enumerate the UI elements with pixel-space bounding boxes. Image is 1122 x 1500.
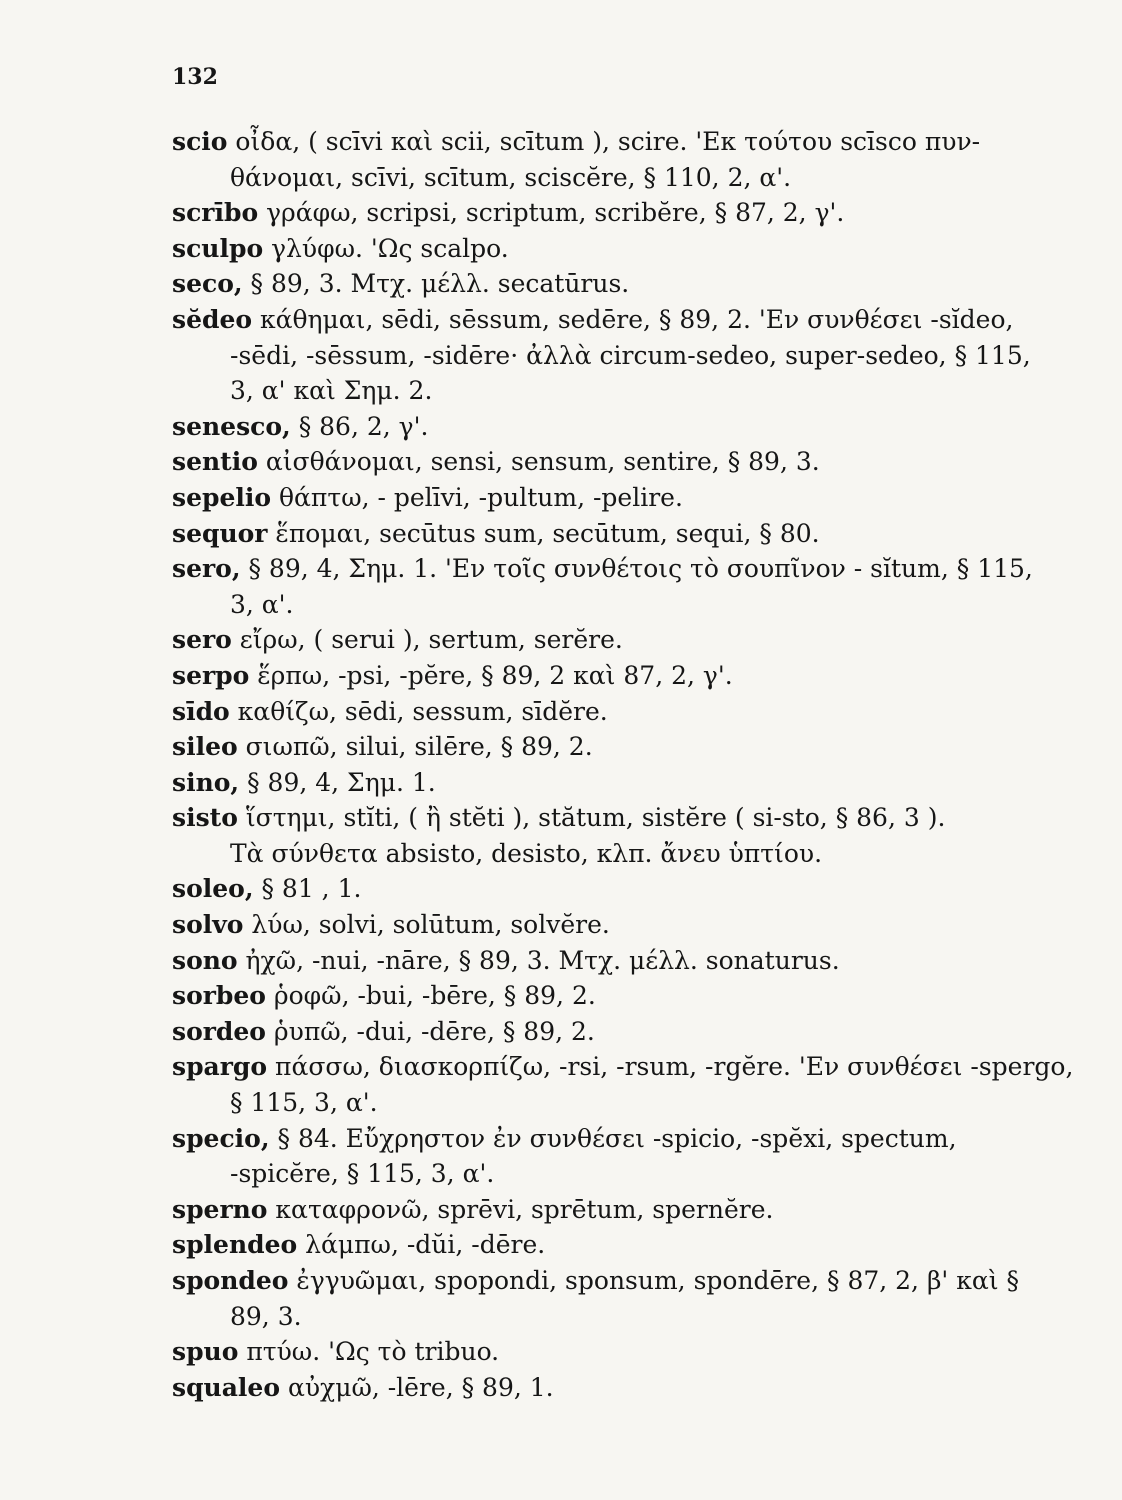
entry-continuation: θάνομαι, scīvi, scītum, sciscĕre, § 110, 2, α'. [230,162,792,192]
dictionary-entry [172,1121,1112,1192]
entry-text: ἐγγυῶμαι, spopondi, sponsum, spondēre, § 87, 2, β' καὶ § [288,1266,1019,1295]
entry-continuation: -spicĕre, § 115, 3, α'. [230,1159,495,1189]
entry-headword: sorbeo [172,981,266,1011]
entry-text: εἴρω, ( serui ), sertum, serĕre. [231,625,623,655]
dictionary-entry [172,1227,1112,1263]
entry-headword: splendeo [172,1230,298,1260]
entry-headword: squaleo [172,1372,281,1402]
dictionary-entry [172,409,1112,445]
entry-continuation: 3, α'. [230,589,294,619]
entry-text: καταφρονῶ, sprēvi, sprētum, spernĕre. [267,1194,774,1224]
dictionary-entries [172,124,1112,1405]
entry-headword: specio, [172,1123,270,1153]
entry-headword: soleo, [172,874,254,904]
entry-text: § 86, 2, γ'. [290,411,429,441]
entry-headword: sepelio [172,482,272,512]
entry-text: § 84. Εὔχρηστον ἐν συνθέσει -spicio, -spĕxi, spectum, [269,1123,957,1153]
entry-headword: sculpo [172,233,264,263]
dictionary-entry [172,1334,1112,1370]
entry-text: γλύφω. 'Ως scalpo. [263,233,509,263]
entry-text: καθίζω, sēdi, sessum, sīdĕre. [229,696,608,726]
dictionary-entry [172,622,1112,658]
entry-text: σιωπῶ, silui, silēre, § 89, 2. [237,732,593,762]
entry-headword: sĕdeo [172,304,253,334]
dictionary-entry [172,444,1112,480]
entry-headword: scrībo [172,198,259,228]
entry-headword: sero [172,625,232,655]
entry-continuation: § 115, 3, α'. [230,1088,378,1118]
entry-text: λάμπω, -dŭi, -dēre. [297,1230,546,1260]
dictionary-entry [172,1014,1112,1050]
entry-continuation: 89, 3. [230,1301,302,1331]
dictionary-entry [172,302,1112,373]
entry-continuation: -sēdi, -sēssum, -sidēre· ἀλλὰ circum-sedeo, super-sedeo, § 115, [230,340,1031,370]
entry-headword: sperno [172,1194,268,1224]
entry-text: ἕρπω, -psi, -pĕre, § 89, 2 καὶ 87, 2, γ'. [249,660,733,690]
entry-text: § 89, 4, Σημ. 1. [239,767,436,797]
entry-continuation: Τὰ σύνθετα absisto, desisto, κλπ. ἄνευ ὑπτίου. [230,838,823,868]
dictionary-entry [172,658,1112,694]
entry-headword: serpo [172,660,250,690]
dictionary-entry [172,871,1112,907]
entry-headword: spondeo [172,1266,289,1295]
dictionary-entry [172,195,1112,231]
dictionary-entry [172,266,1112,302]
entry-text: θάπτω, - pelīvi, -pultum, -pelire. [271,482,683,512]
entry-text: § 89, 4, Σημ. 1. 'Εν τοῖς συνθέτοις τὸ σουπῖνον - sĭtum, § 115, [240,554,1033,584]
entry-text: § 81 , 1. [253,874,362,904]
entry-text: ῥοφῶ, -bui, -bēre, § 89, 2. [265,981,596,1011]
entry-headword: sono [172,945,238,975]
entry-text: αἰσθάνομαι, sensi, sensum, sentire, § 89, 3. [257,447,820,477]
entry-headword: sordeo [172,1016,266,1046]
entry-headword: scio [172,127,228,156]
entry-text: κάθημαι, sēdi, sēssum, sedēre, § 89, 2. 'Εν συνθέσει -sĭdeo, [252,304,1014,334]
entry-headword: spuo [172,1337,239,1367]
entry-text: ἵστημι, stĭti, ( ἢ stĕti ), stătum, sistĕre ( si-sto, § 86, 3 ). [237,803,946,833]
dictionary-entry [172,978,1112,1014]
entry-headword: sino, [172,767,240,797]
dictionary-entry [172,551,1112,622]
entry-text: αὐχμῶ, -lēre, § 89, 1. [280,1372,554,1402]
entry-headword: senesco, [172,411,291,441]
dictionary-entry [172,231,1112,267]
entry-headword: seco, [172,269,243,299]
entry-headword: sileo [172,732,238,762]
dictionary-entry [172,800,1112,871]
entry-text: πτύω. 'Ως τὸ tribuo. [238,1337,500,1367]
entry-headword: sequor [172,518,268,548]
entry-text: ἠχῶ, -nui, -nāre, § 89, 3. Μτχ. μέλλ. sonaturus. [237,945,840,975]
dictionary-entry [172,1049,1112,1120]
dictionary-entry [172,943,1112,979]
entry-headword: sīdo [172,696,230,726]
dictionary-entry [172,1192,1112,1228]
dictionary-entry [172,516,1112,552]
dictionary-entry [172,729,1112,765]
dictionary-entry [172,1263,1112,1334]
dictionary-entry [172,694,1112,730]
dictionary-entry [172,765,1112,801]
dictionary-entry [172,1370,1112,1406]
dictionary-entry [172,373,1112,409]
entry-headword: spargo [172,1052,268,1082]
entry-text: § 89, 3. Μτχ. μέλλ. secatūrus. [242,269,630,299]
entry-text: ῥυπῶ, -dui, -dēre, § 89, 2. [265,1016,595,1046]
dictionary-entry [172,124,1112,195]
entry-text: οἶδα, ( scīvi καὶ scii, scītum ), scire. 'Εκ τούτου scīsco πυν- [227,127,981,156]
entry-text: γράφω, scripsi, scriptum, scribĕre, § 87, 2, γ'. [258,198,845,228]
page-number: 132 [172,64,218,90]
entry-continuation: 3, α' καὶ Σημ. 2. [230,376,433,406]
entry-text: λύω, solvi, solūtum, solvĕre. [243,910,610,940]
entry-headword: sisto [172,803,238,833]
entry-headword: solvo [172,910,244,940]
dictionary-entry [172,480,1112,516]
entry-headword: sentio [172,447,258,477]
entry-headword: sero, [172,554,241,584]
dictionary-entry [172,907,1112,943]
entry-text: ἕπομαι, secūtus sum, secūtum, sequi, § 80. [267,518,820,548]
entry-text: πάσσω, διασκορπίζω, -rsi, -rsum, -rgĕre. 'Εν συνθέσει -spergo, [267,1052,1074,1082]
